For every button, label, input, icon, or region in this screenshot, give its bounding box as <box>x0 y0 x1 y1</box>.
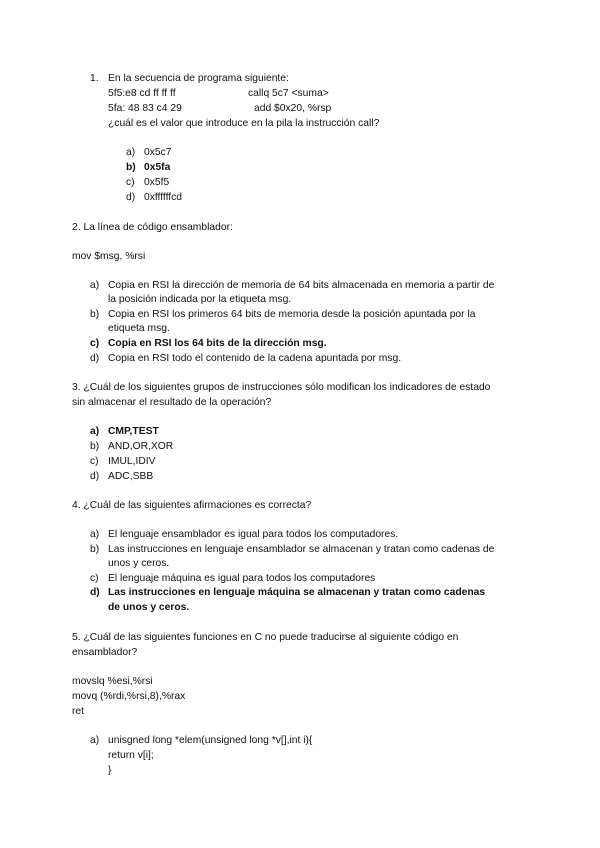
q3-option-a-letter: a) <box>90 426 100 437</box>
q1-code-line1-bytes: 5f5:e8 cd ff ff ff <box>108 88 176 99</box>
q4-option-d-line2: de unos y ceros. <box>108 602 190 613</box>
q3-option-c: IMUL,IDIV <box>108 456 156 467</box>
q3-option-b: AND,OR,XOR <box>108 441 174 452</box>
q3-option-a: CMP,TEST <box>108 426 159 437</box>
q1-option-a: 0x5c7 <box>144 147 172 158</box>
q2-option-d: Copia en RSI todo el contenido de la cadena apuntada por msg. <box>108 353 402 364</box>
q1-option-a-letter: a) <box>126 147 136 158</box>
q4-option-b-line2: unos y ceros. <box>108 558 170 569</box>
q2-option-a-letter: a) <box>90 280 100 291</box>
q2-option-d-letter: d) <box>90 353 100 364</box>
q3-option-d-letter: d) <box>90 471 100 482</box>
q4-option-a-letter: a) <box>90 529 100 540</box>
q5-option-a-line1: unisgned long *elem(unsigned long *v[],int i){ <box>108 735 313 746</box>
q2-option-a-line2: la posición indicada por la etiqueta msg. <box>108 294 292 305</box>
q2-option-b-letter: b) <box>90 309 100 320</box>
q5-option-a-letter: a) <box>90 735 100 746</box>
q4-stem: 4. ¿Cuál de las siguientes afirmaciones es correcta? <box>72 500 312 511</box>
q5-stem-line2: ensamblador? <box>72 647 138 658</box>
q1-option-d: 0xffffffcd <box>144 192 182 203</box>
q2-stem: 2. La línea de código ensamblador: <box>72 222 233 233</box>
q1-code-line1-instr: callq 5c7 <suma> <box>248 88 329 99</box>
q1-option-d-letter: d) <box>126 192 136 203</box>
q5-code-line3: ret <box>72 706 85 717</box>
q4-option-d-line1: Las instrucciones en lenguaje máquina se almacenan y tratan como cadenas <box>108 587 486 598</box>
q1-option-c: 0x5f5 <box>144 177 170 188</box>
q4-option-c-letter: c) <box>90 573 99 584</box>
q4-option-b-letter: b) <box>90 544 100 555</box>
q1-code-line2-instr: add $0x20, %rsp <box>254 103 332 114</box>
q4-option-a: El lenguaje ensamblador es igual para todos los computadores. <box>108 529 399 540</box>
q5-code-line1: movslq %esi,%rsi <box>72 676 153 687</box>
q1-code-line2-bytes: 5fa: 48 83 c4 29 <box>108 103 182 114</box>
q3-stem-line1: 3. ¿Cuál de los siguientes grupos de instrucciones sólo modifican los indicadores de estado <box>72 382 491 393</box>
q5-option-a-line3: } <box>108 765 112 776</box>
q2-code: mov $msg, %rsi <box>72 251 146 262</box>
q2-option-c: Copia en RSI los 64 bits de la dirección msg. <box>108 338 327 349</box>
q5-stem-line1: 5. ¿Cuál de las siguientes funciones en C no puede traducirse al siguiente código en <box>72 632 459 643</box>
q3-option-c-letter: c) <box>90 456 99 467</box>
q2-option-c-letter: c) <box>90 338 100 349</box>
q3-option-d: ADC,SBB <box>108 471 154 482</box>
q5-code-line2: movq (%rdi,%rsi,8),%rax <box>72 691 186 702</box>
q1-option-b: 0x5fa <box>144 162 171 173</box>
q4-option-d-letter: d) <box>90 587 100 598</box>
q1-question: ¿cuál es el valor que introduce en la pila la instrucción call? <box>108 118 380 129</box>
q1-stem: En la secuencia de programa siguiente: <box>108 73 289 84</box>
q5-option-a-line2: return v[i]; <box>108 750 154 761</box>
q2-option-b-line1: Copia en RSI los primeros 64 bits de memoria desde la posición apuntada por la <box>108 309 476 320</box>
q2-option-a-line1: Copia en RSI la dirección de memoria de 64 bits almacenada en memoria a partir de <box>108 280 495 291</box>
q2-option-b-line2: etiqueta msg. <box>108 323 170 334</box>
q1-number: 1. <box>90 73 99 84</box>
q4-option-b-line1: Las instrucciones en lenguaje ensamblador se almacenan y tratan como cadenas de <box>108 544 495 555</box>
q4-option-c: El lenguaje máquina es igual para todos los computadores <box>108 573 376 584</box>
q1-option-c-letter: c) <box>126 177 135 188</box>
q3-option-b-letter: b) <box>90 441 100 452</box>
q1-option-b-letter: b) <box>126 162 136 173</box>
q3-stem-line2: sin almacenar el resultado de la operación? <box>72 397 272 408</box>
